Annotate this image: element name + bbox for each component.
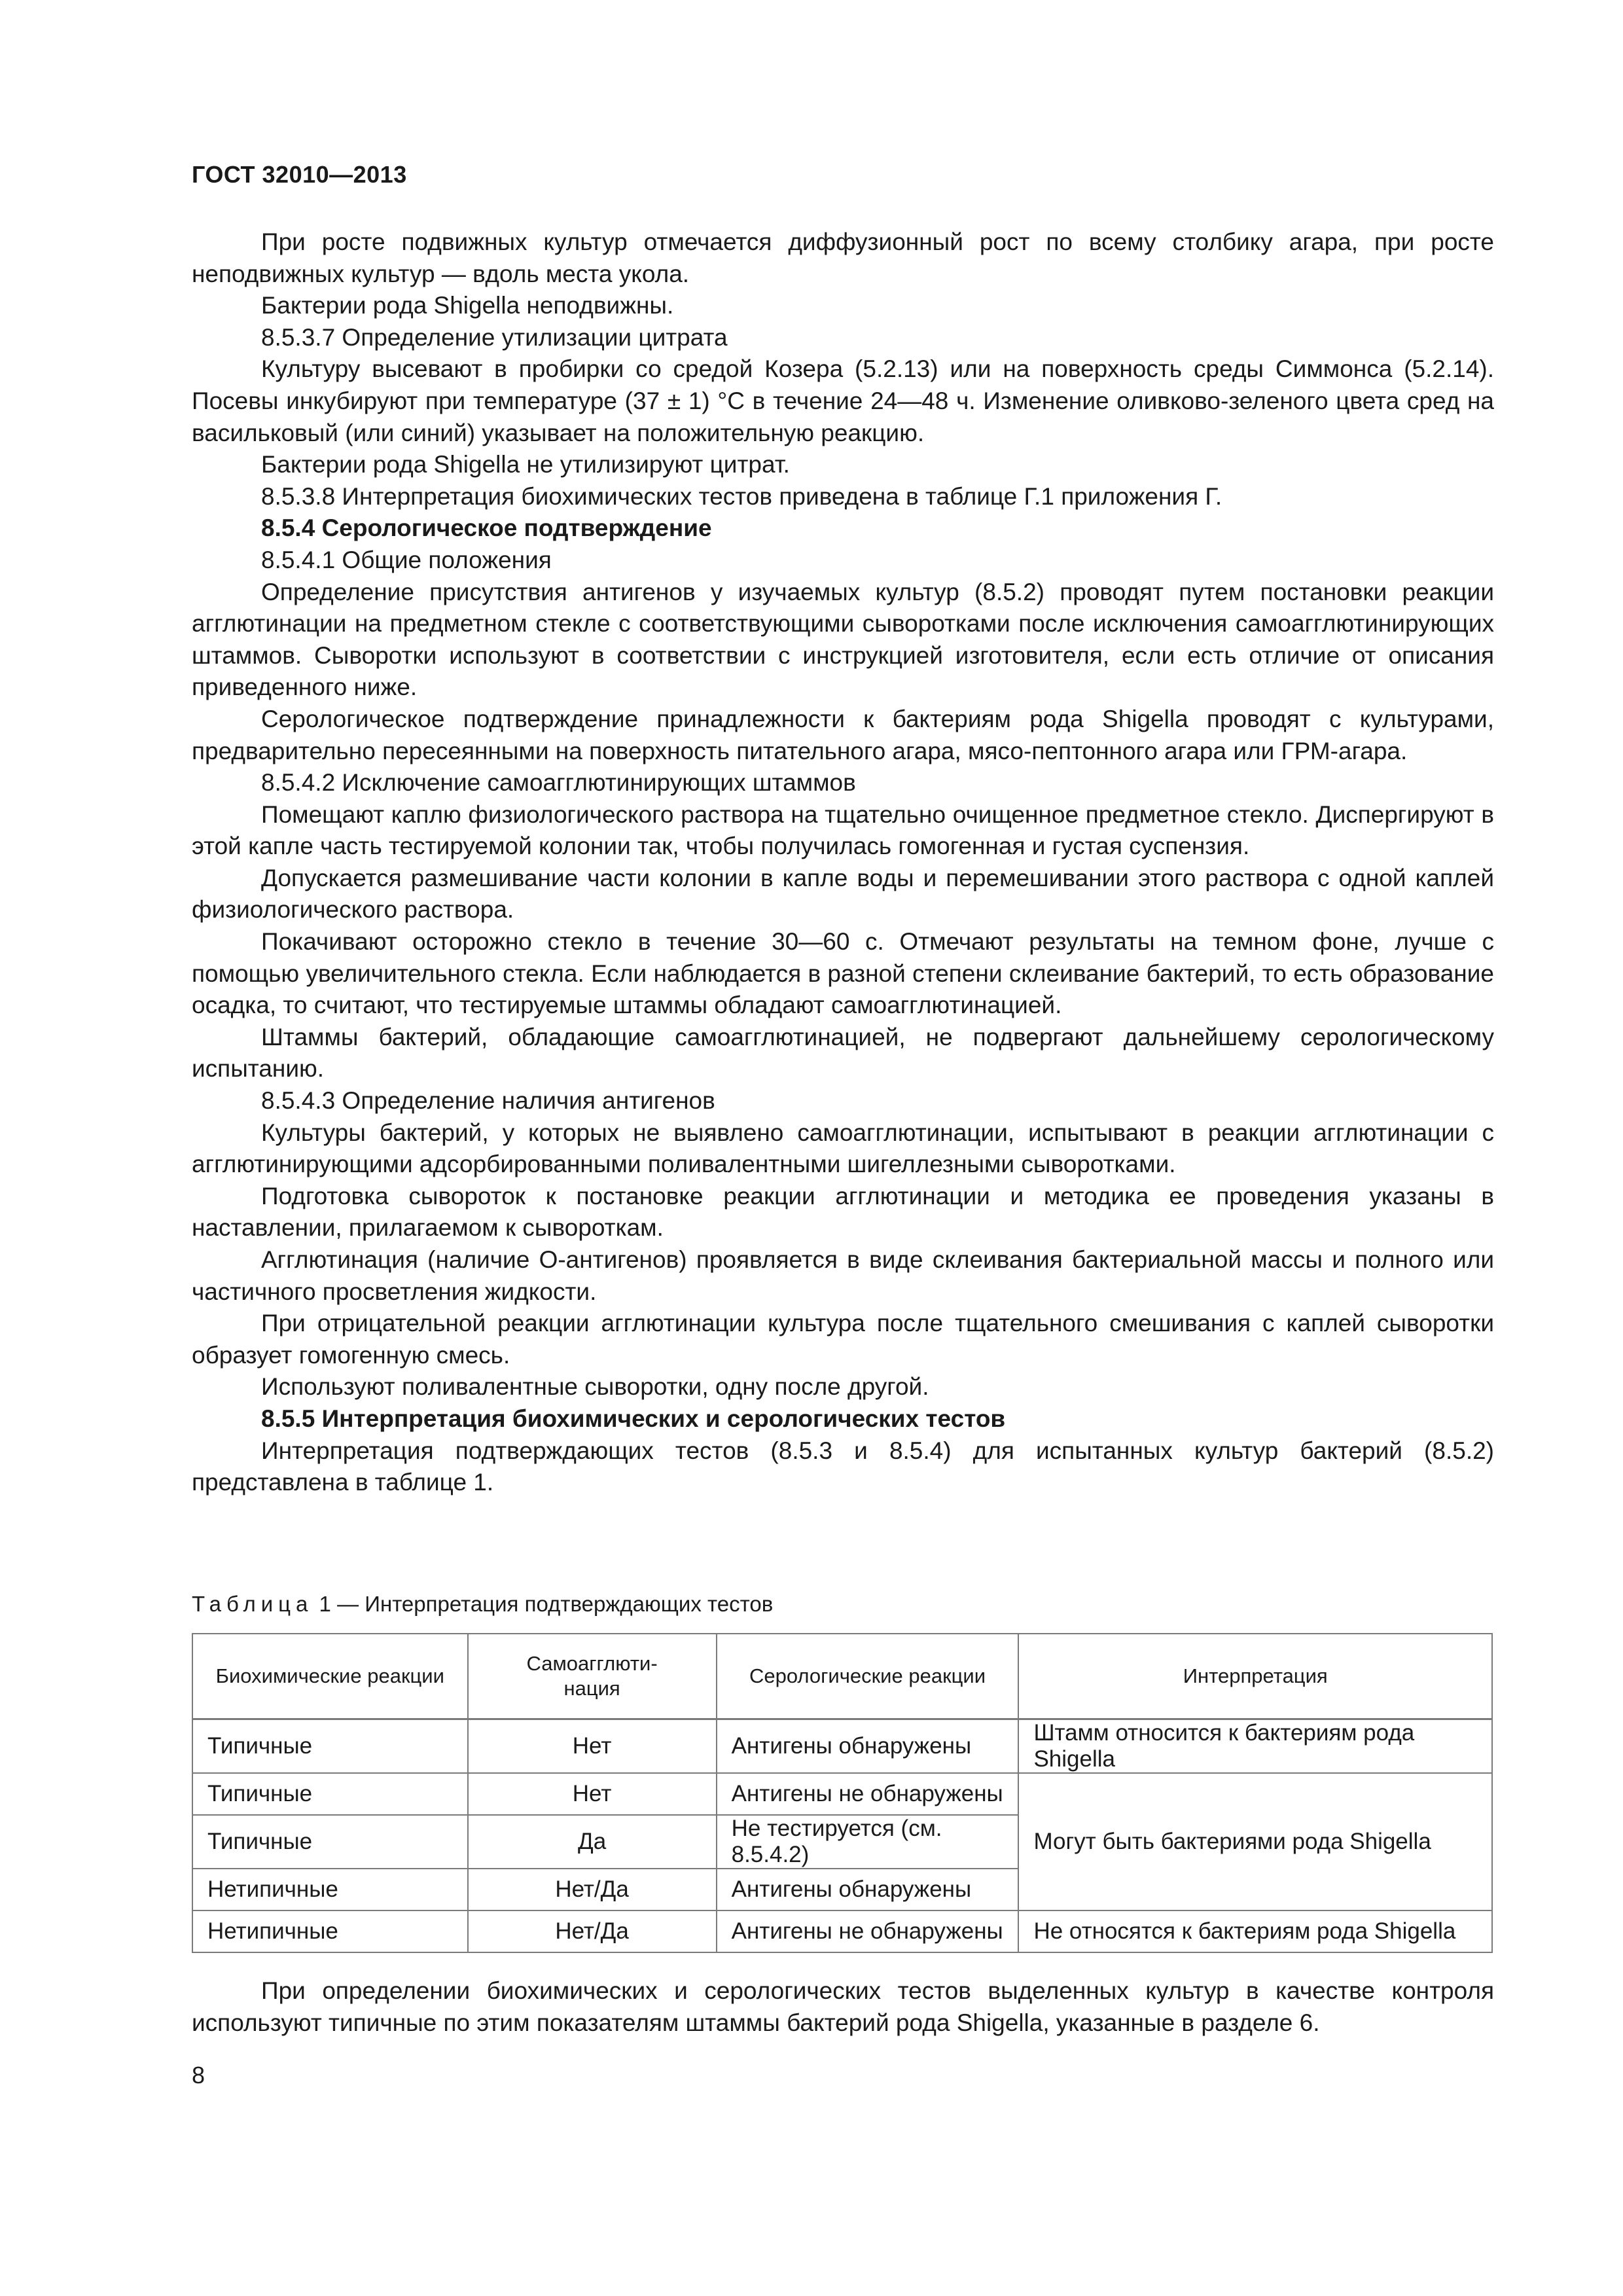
section-heading: 8.5.5 Интерпретация биохимических и серологических тестов bbox=[261, 1405, 1006, 1432]
paragraph: 8.5.3.8 Интерпретация биохимических тестов приведена в таблице Г.1 приложения Г. bbox=[261, 482, 1222, 510]
table-cell: Антигены обнаружены bbox=[717, 1719, 1019, 1774]
paragraph: Бактерии рода Shigella неподвижны. bbox=[261, 292, 674, 319]
table-cell: Нетипичные bbox=[192, 1910, 468, 1952]
paragraph: 8.5.4.2 Исключение самоагглютинирующих штаммов bbox=[261, 769, 856, 797]
table-cell: Типичные bbox=[192, 1719, 468, 1774]
paragraph: Используют поливалентные сыворотки, одну после другой. bbox=[261, 1373, 929, 1401]
table-cell: Штамм относится к бактериям рода Shigella bbox=[1018, 1719, 1492, 1774]
paragraph: Интерпретация подтверждающих тестов (8.5.3 и 8.5.4) для испытанных культур бактерий (8.5.2) представлена в таблице 1. bbox=[192, 1437, 1494, 1496]
table-cell: Нет bbox=[468, 1719, 717, 1774]
paragraph: Помещают каплю физиологического раствора на тщательно очищенное предметное стекло. Диспергируют в этой капле часть тестируемой колонии так, чтобы получилась гомогенная и густая суспензия. bbox=[192, 800, 1494, 860]
table-cell: Да bbox=[468, 1815, 717, 1869]
table-row bbox=[192, 1773, 1492, 1815]
paragraph: Допускается размешивание части колонии в капле воды и перемешивании этого раствора с одной каплей физиологического раствора. bbox=[192, 864, 1494, 924]
table-cell: Антигены не обнаружены bbox=[717, 1773, 1019, 1815]
table-cell: Нет/Да bbox=[468, 1910, 717, 1952]
table-cell: Типичные bbox=[192, 1815, 468, 1869]
table-cell: Антигены не обнаружены bbox=[717, 1910, 1019, 1952]
table-cell: Антигены обнаружены bbox=[717, 1869, 1019, 1910]
closing-paragraph-block bbox=[192, 1975, 1494, 2039]
header-cell-serological: Серологические реакции bbox=[717, 1634, 1019, 1719]
table-cell: Нет/Да bbox=[468, 1869, 717, 1910]
header-cell-biochemical: Биохимические реакции bbox=[192, 1634, 468, 1719]
closing-paragraph: При определении биохимических и серологических тестов выделенных культур в качестве контроля используют типичные по этим показателям штаммы бактерий рода Shigella, указанные в разделе 6. bbox=[192, 1977, 1494, 2036]
header-cell-interpretation: Интерпретация bbox=[1018, 1634, 1492, 1719]
interpretation-table bbox=[192, 1633, 1493, 1953]
paragraph: Штаммы бактерий, обладающие самоагглютинацией, не подвергают дальнейшему серологическому испытанию. bbox=[192, 1023, 1494, 1083]
table-row bbox=[192, 1719, 1492, 1774]
paragraph: Определение присутствия антигенов у изучаемых культур (8.5.2) проводят путем постановки реакции агглютинации на предметном стекле с соответствующими сыворотками после исключения самоагглютинирующих штаммов. Сыворотки используют в соответствии с инструкцией изготовителя, если есть отличие от описания приведенного ниже. bbox=[192, 578, 1494, 701]
paragraph: Агглютинация (наличие О-антигенов) проявляется в виде склеивания бактериальной массы и полного или частичного просветления жидкости. bbox=[192, 1246, 1494, 1305]
table-row bbox=[192, 1910, 1492, 1952]
paragraph: Культуру высевают в пробирки со средой Козера (5.2.13) или на поверхность среды Симмонса (5.2.14). Посевы инкубируют при температуре (37 ± 1) °С в течение 24—48 ч. Изменение оливково-зеленого цвета сред на васильковый (или синий) указывает на положительную реакцию. bbox=[192, 355, 1494, 446]
table-caption-label: Таблица bbox=[192, 1592, 313, 1616]
table-cell: Нетипичные bbox=[192, 1869, 468, 1910]
table-header-row bbox=[192, 1634, 1492, 1719]
table-cell: Не относятся к бактериям рода Shigella bbox=[1018, 1910, 1492, 1952]
paragraph: Культуры бактерий, у которых не выявлено самоагглютинации, испытывают в реакции агглютинации с агглютинирующими адсорбированными поливалентными шигеллезными сыворотками. bbox=[192, 1119, 1494, 1178]
table-cell-merged: Могут быть бактериями рода Shigella bbox=[1018, 1773, 1492, 1910]
paragraph: 8.5.4.3 Определение наличия антигенов bbox=[261, 1087, 715, 1115]
section-heading: 8.5.4 Серологическое подтверждение bbox=[261, 514, 712, 542]
paragraph: Подготовка сывороток к постановке реакции агглютинации и методика ее проведения указаны в наставлении, прилагаемом к сывороткам. bbox=[192, 1182, 1494, 1242]
paragraph: При росте подвижных культур отмечается диффузионный рост по всему столбику агара, при росте неподвижных культур — вдоль места укола. bbox=[192, 228, 1494, 287]
table-cell: Типичные bbox=[192, 1773, 468, 1815]
table-caption bbox=[192, 1592, 773, 1617]
table-cell: Нет bbox=[468, 1773, 717, 1815]
document-header: ГОСТ 32010—2013 bbox=[192, 161, 407, 188]
table-caption-title: 1 — Интерпретация подтверждающих тестов bbox=[313, 1592, 774, 1616]
paragraph: Бактерии рода Shigella не утилизируют цитрат. bbox=[261, 451, 790, 478]
paragraph: 8.5.3.7 Определение утилизации цитрата bbox=[261, 323, 728, 351]
table-cell: Не тестируется (см. 8.5.4.2) bbox=[717, 1815, 1019, 1869]
paragraph: При отрицательной реакции агглютинации культура после тщательного смешивания с каплей сыворотки образует гомогенную смесь. bbox=[192, 1310, 1494, 1369]
header-cell-autoagglutination: Самоагглюти- нация bbox=[468, 1634, 717, 1719]
paragraph: Покачивают осторожно стекло в течение 30—60 с. Отмечают результаты на темном фоне, лучше с помощью увеличительного стекла. Если наблюдается в разной степени склеивание бактерий, то есть образование осадка, то считают, что тестируемые штаммы обладают самоагглютинацией. bbox=[192, 928, 1494, 1019]
body-text bbox=[192, 226, 1494, 1499]
paragraph: 8.5.4.1 Общие положения bbox=[261, 546, 552, 573]
page-number: 8 bbox=[192, 2062, 205, 2089]
paragraph: Серологическое подтверждение принадлежности к бактериям рода Shigella проводят с культурами, предварительно пересеянными на поверхность питательного агара, мясо-пептонного агара или ГРМ-агара. bbox=[192, 705, 1494, 764]
